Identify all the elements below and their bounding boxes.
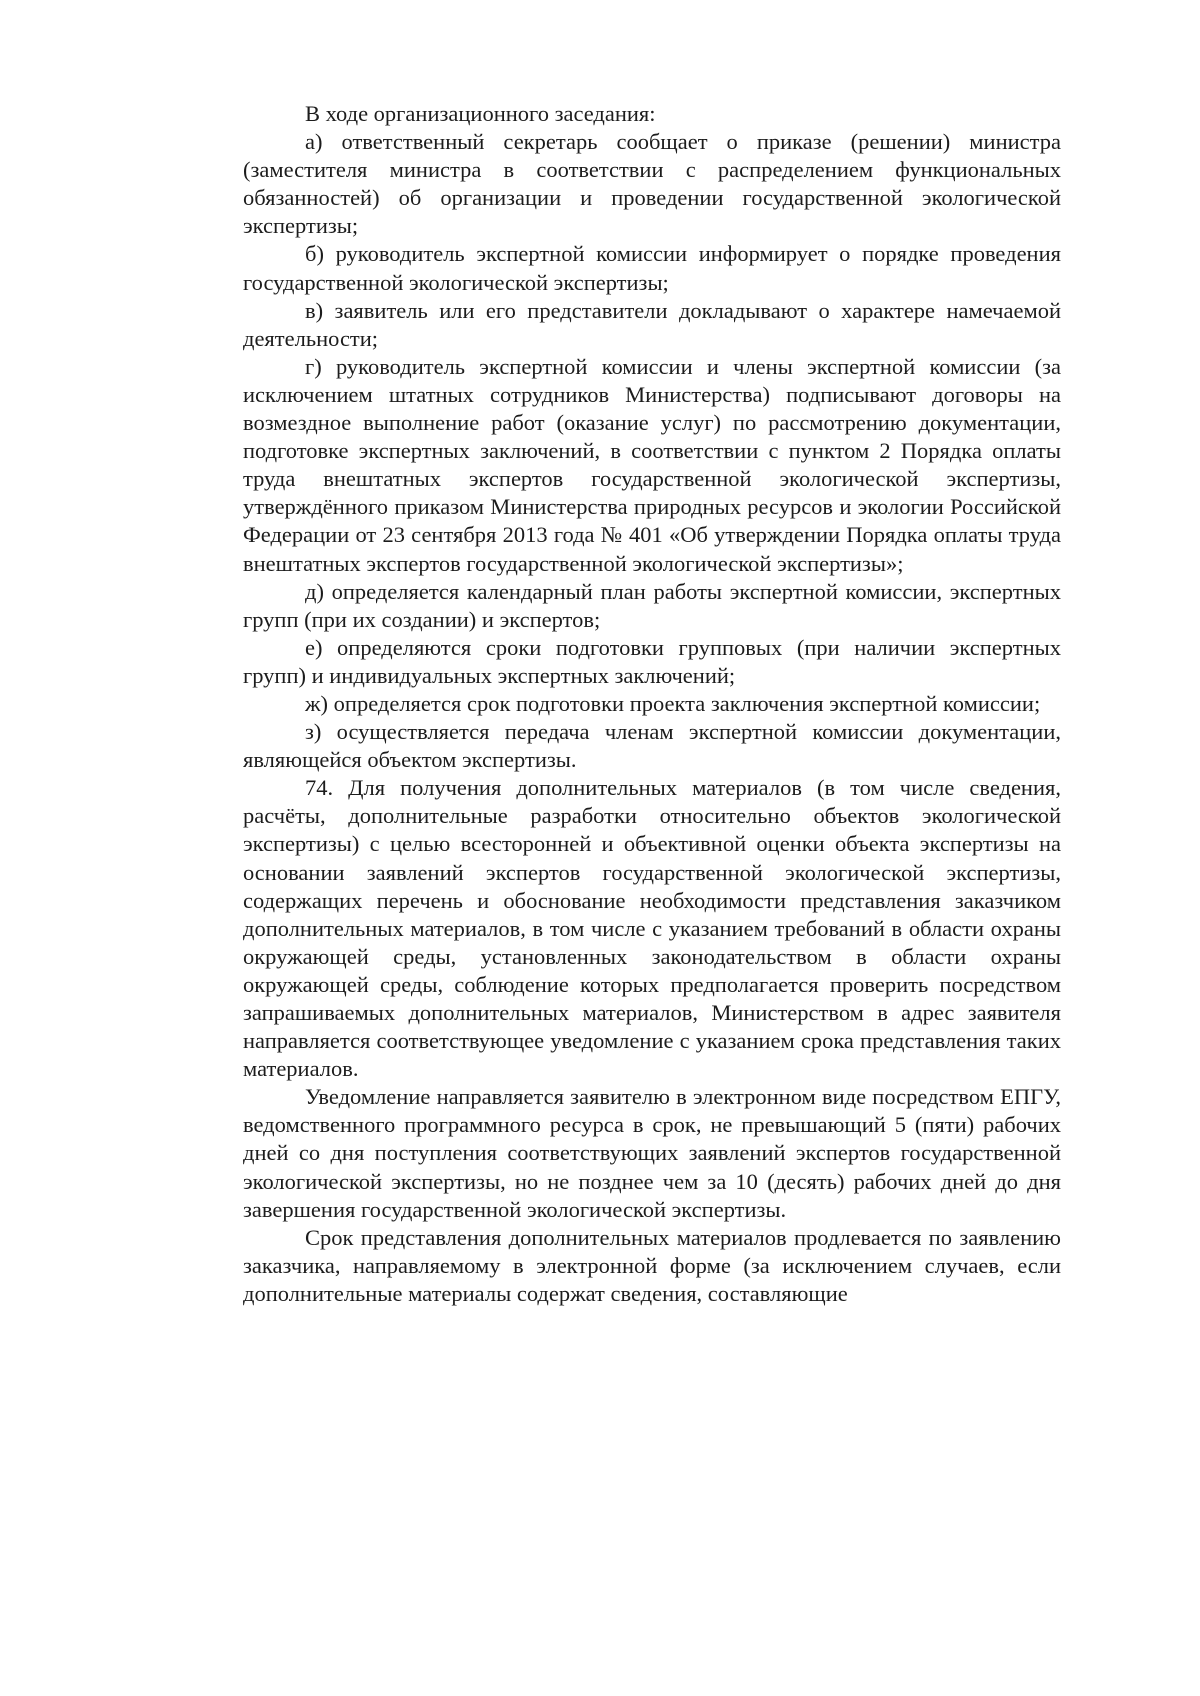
paragraph-item-z: з) осуществляется передача членам экспертной комиссии документации, являющейся объектом экспертизы. bbox=[243, 719, 1061, 773]
paragraph-item-v: в) заявитель или его представители докладывают о характере намечаемой деятельности; bbox=[243, 297, 1061, 351]
document-body bbox=[243, 100, 1061, 1308]
paragraph-item-e: е) определяются сроки подготовки групповых (при наличии экспертных групп) и индивидуальных экспертных заключений; bbox=[243, 634, 1061, 688]
paragraph-item-g: г) руководитель экспертной комиссии и члены экспертной комиссии (за исключением штатных сотрудников Министерства) подписывают договоры на возмездное выполнение работ (оказание услуг) по рассмотрению документации, подготовке экспертных заключений, в соответствии с пунктом 2 Порядка оплаты труда внештатных экспертов государственной экологической экспертизы, утверждённого приказом Министерства природных ресурсов и экологии Российской Федерации от 23 сентября 2013 года № 401 «Об утверждении Порядка оплаты труда внештатных экспертов государственной экологической экспертизы»; bbox=[243, 353, 1061, 576]
paragraph-item-d: д) определяется календарный план работы экспертной комиссии, экспертных групп (при их создании) и экспертов; bbox=[243, 578, 1061, 632]
paragraph-item-zh: ж) определяется срок подготовки проекта заключения экспертной комиссии; bbox=[305, 690, 1041, 716]
paragraph-notification: Уведомление направляется заявителю в электронном виде посредством ЕПГУ, ведомственного программного ресурса в срок, не превышающий 5 (пяти) рабочих дней со дня поступления соответствующих заявлений экспертов государственной экологической экспертизы, но не позднее чем за 10 (десять) рабочих дней до дня завершения государственной экологической экспертизы. bbox=[243, 1084, 1061, 1222]
paragraph-item-a: а) ответственный секретарь сообщает о приказе (решении) министра (заместителя министра в соответствии с распределением функциональных обязанностей) об организации и проведении государственной экологической экспертизы; bbox=[243, 129, 1061, 239]
paragraph-clause-74: 74. Для получения дополнительных материалов (в том числе сведения, расчёты, дополнительные разработки относительно объектов экологической экспертизы) с целью всесторонней и объективной оценки объекта экспертизы на основании заявлений экспертов государственной экологической экспертизы, содержащих перечень и обоснование необходимости представления заказчиком дополнительных материалов, в том числе с указанием требований в области охраны окружающей среды, установленных законодательством в области охраны окружающей среды, соблюдение которых предполагается проверить посредством запрашиваемых дополнительных материалов, Министерством в адрес заявителя направляется соответствующее уведомление с указанием срока представления таких материалов. bbox=[243, 775, 1061, 1082]
paragraph-extension: Срок представления дополнительных материалов продлевается по заявлению заказчика, направляемому в электронной форме (за исключением случаев, если дополнительные материалы содержат сведения, составляющие bbox=[243, 1224, 1061, 1306]
paragraph-intro: В ходе организационного заседания: bbox=[305, 101, 656, 126]
paragraph-item-b: б) руководитель экспертной комиссии информирует о порядке проведения государственной экологической экспертизы; bbox=[243, 241, 1061, 295]
